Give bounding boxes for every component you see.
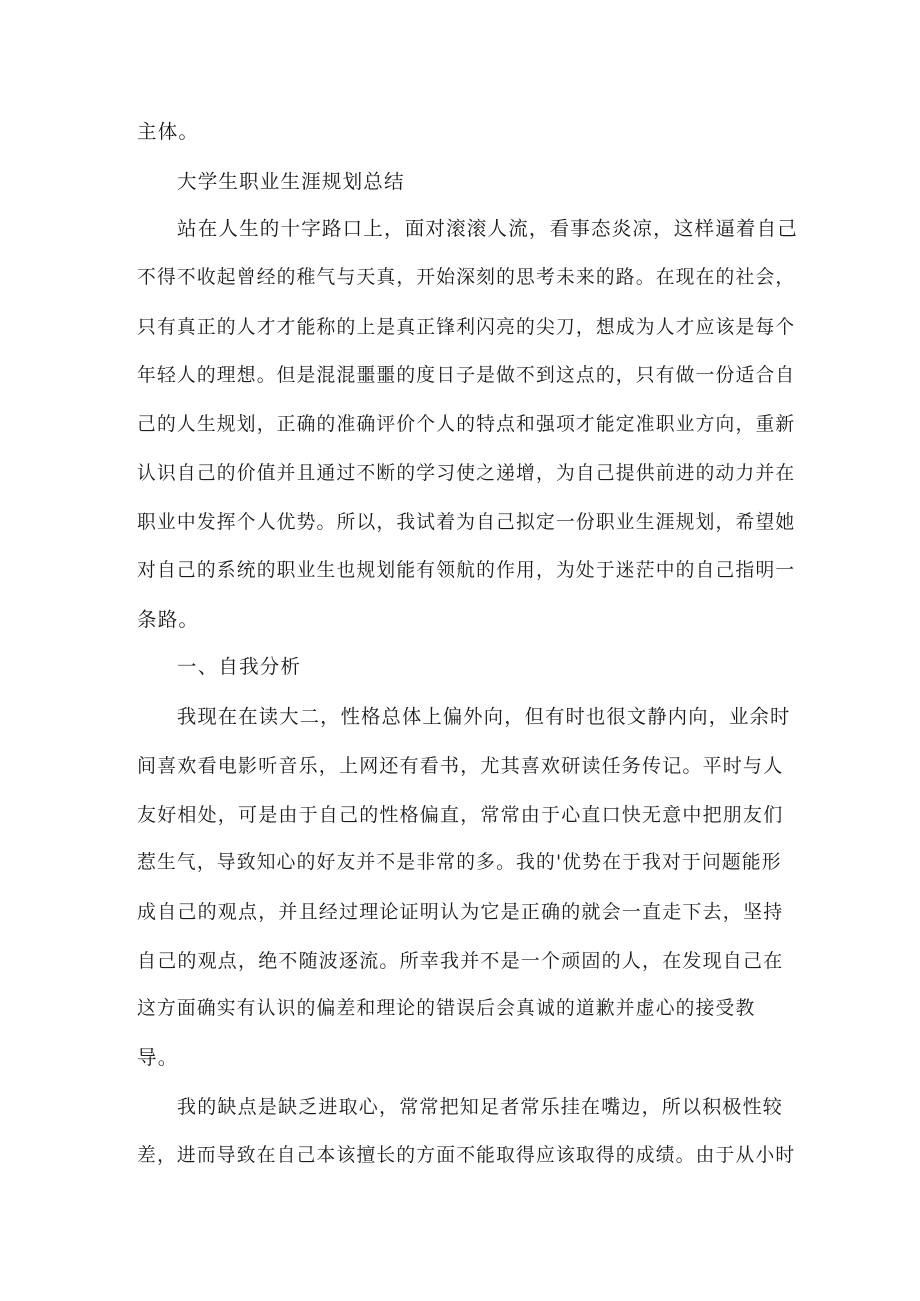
text-line: 对自己的系统的职业生也规划能有领航的作用，为处于迷茫中的自己指明一 xyxy=(137,560,796,581)
text-line: 我的缺点是缺乏进取心，常常把知足者常乐挂在嘴边，所以积极性较 xyxy=(177,1096,784,1118)
text-line: 条路。 xyxy=(137,608,200,631)
text-line: 不得不收起曾经的稚气与天真，开始深刻的思考未来的路。在现在的社会， xyxy=(137,267,796,288)
text-line: 只有真正的人才才能称的上是真正锋利闪亮的尖刀，想成为人才应该是每个 xyxy=(137,317,796,338)
text-line: 年轻人的理想。但是混混噩噩的度日子是做不到这点的，只有做一份适合自 xyxy=(137,365,796,386)
text-line: 成自己的观点，并且经过理论证明认为它是正确的就会一直走下去，坚持 xyxy=(137,901,784,923)
text-line: 主体。 xyxy=(137,120,200,143)
section-heading: 一、自我分析 xyxy=(177,655,302,678)
text-line: 职业中发挥个人优势。所以，我试着为自己拟定一份职业生涯规划，希望她 xyxy=(137,512,796,533)
text-line: 己的人生规划，正确的准确评价个人的特点和强项才能定准职业方向，重新 xyxy=(137,414,796,435)
section-title: 大学生职业生涯规划总结 xyxy=(177,170,405,193)
text-line: 友好相处，可是由于自己的性格偏直，常常由于心直口快无意中把朋友们 xyxy=(137,804,784,826)
text-line: 间喜欢看电影听音乐，上网还有看书，尤其喜欢研读任务传记。平时与人 xyxy=(137,755,784,777)
text-line: 差，进而导致在自己本该擅长的方面不能取得应该取得的成绩。由于从小时 xyxy=(137,1145,796,1166)
text-line: 站在人生的十字路口上，面对滚滚人流，看事态炎凉，这样逼着自己 xyxy=(177,217,799,240)
text-line: 这方面确实有认识的偏差和理论的错误后会真诚的道歉并虚心的接受教 xyxy=(137,998,756,1019)
text-line: 我现在在读大二，性格总体上偏外向，但有时也很文静内向，业余时 xyxy=(177,705,791,728)
text-line: 惹生气，导致知心的好友并不是非常的多。我的'优势在于我对于问题能形 xyxy=(137,852,782,873)
text-line: 导。 xyxy=(137,1046,179,1069)
text-line: 认识自己的价值并且通过不断的学习使之递增，为自己提供前进的动力并在 xyxy=(137,463,796,484)
text-line: 自己的观点，绝不随波逐流。所幸我并不是一个顽固的人，在发现自己在 xyxy=(137,950,784,972)
